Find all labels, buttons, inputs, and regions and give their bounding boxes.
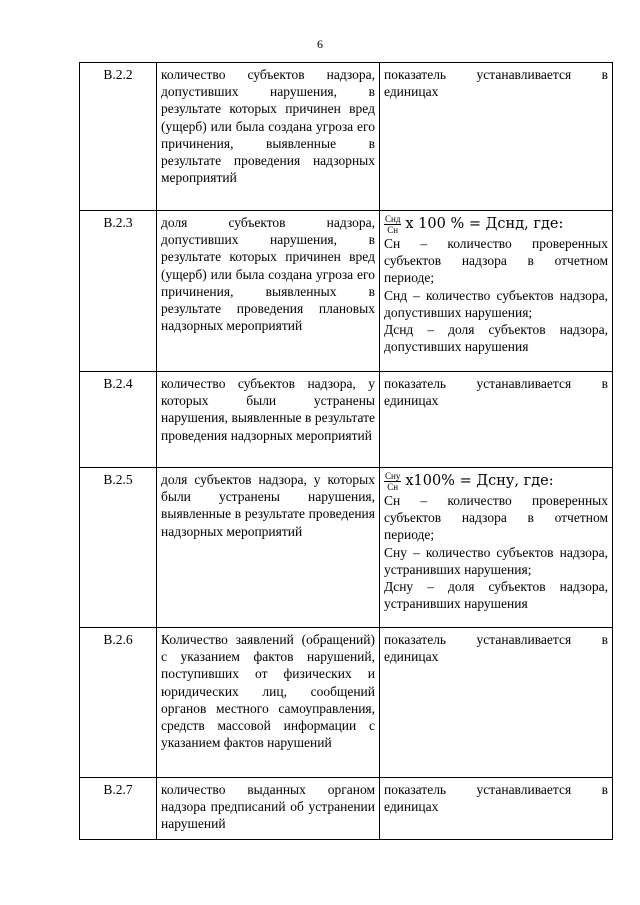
formula-denominator: Сн [387,482,399,492]
formula-fraction [384,471,401,492]
formula-fraction [384,214,401,235]
indicator-code: В.2.2 [80,63,157,211]
table-row [80,372,613,468]
formula [384,471,608,492]
formula-definitions [384,235,608,355]
formula-numerator: Снд [385,214,401,224]
definition-item: Дсну – доля субъектов надзора, устранивших нарушения [384,579,608,612]
table-row [80,778,613,840]
indicator-code: В.2.4 [80,372,157,468]
table-row [80,211,613,372]
table-row [80,63,613,211]
definition-item: Снд – количество субъектов надзора, допустивших нарушения; [384,287,608,320]
table-row [80,468,613,628]
indicator-name: количество субъектов надзора, у которых были устранены нарушения, выявленные в результате проведения надзорных мероприятий [157,372,380,468]
indicator-name: количество субъектов надзора, допустивших нарушения, в результате которых причинен вред (ущерб) или была создана угроза его причинения, выявленные в результате проведения надзорных мероприятий [157,63,380,211]
formula-rest: х 100 % = Дснд, где: [405,215,564,232]
page-number: 6 [317,37,323,51]
definition-item: Сну – количество субъектов надзора, устранивших нарушения; [384,544,608,577]
definition-item: Дснд – доля субъектов надзора, допустивших нарушения [384,322,608,355]
formula-numerator: Сну [385,471,401,481]
indicator-name: доля субъектов надзора, допустивших нарушения, в результате которых причинен вред (ущерб) или была создана угроза его причинения, выявленных в результате проведения плановых надзорных мероприятий [157,211,380,372]
indicator-description: показатель устанавливается в единицах [380,372,613,468]
indicator-name: Количество заявлений (обращений) с указанием фактов нарушений, поступивших от физических и юридических лиц, сообщений органов местного самоуправления, средств массовой информации с указанием фактов нарушений [157,628,380,778]
indicator-description: показатель устанавливается в единицах [380,63,613,211]
formula-rest: х100% = Дсну, где: [405,472,554,489]
indicator-code: В.2.3 [80,211,157,372]
indicator-formula-cell [380,468,613,628]
formula-denominator: Сн [387,225,399,235]
indicator-code: В.2.7 [80,778,157,840]
indicator-code: В.2.5 [80,468,157,628]
indicator-description: показатель устанавливается в единицах [380,778,613,840]
indicator-description: показатель устанавливается в единицах [380,628,613,778]
definition-item: Сн – количество проверенных субъектов надзора в отчетном периоде; [384,236,608,286]
indicator-code: В.2.6 [80,628,157,778]
formula [384,214,608,235]
indicators-table [79,62,613,840]
indicator-name: количество выданных органом надзора предписаний об устранении нарушений [157,778,380,840]
indicator-name: доля субъектов надзора, у которых были устранены нарушения, выявленные в результате проведения надзорных мероприятий [157,468,380,628]
table-row [80,628,613,778]
definition-item: Сн – количество проверенных субъектов надзора в отчетном периоде; [384,493,608,543]
indicator-formula-cell [380,211,613,372]
formula-definitions [384,492,608,612]
